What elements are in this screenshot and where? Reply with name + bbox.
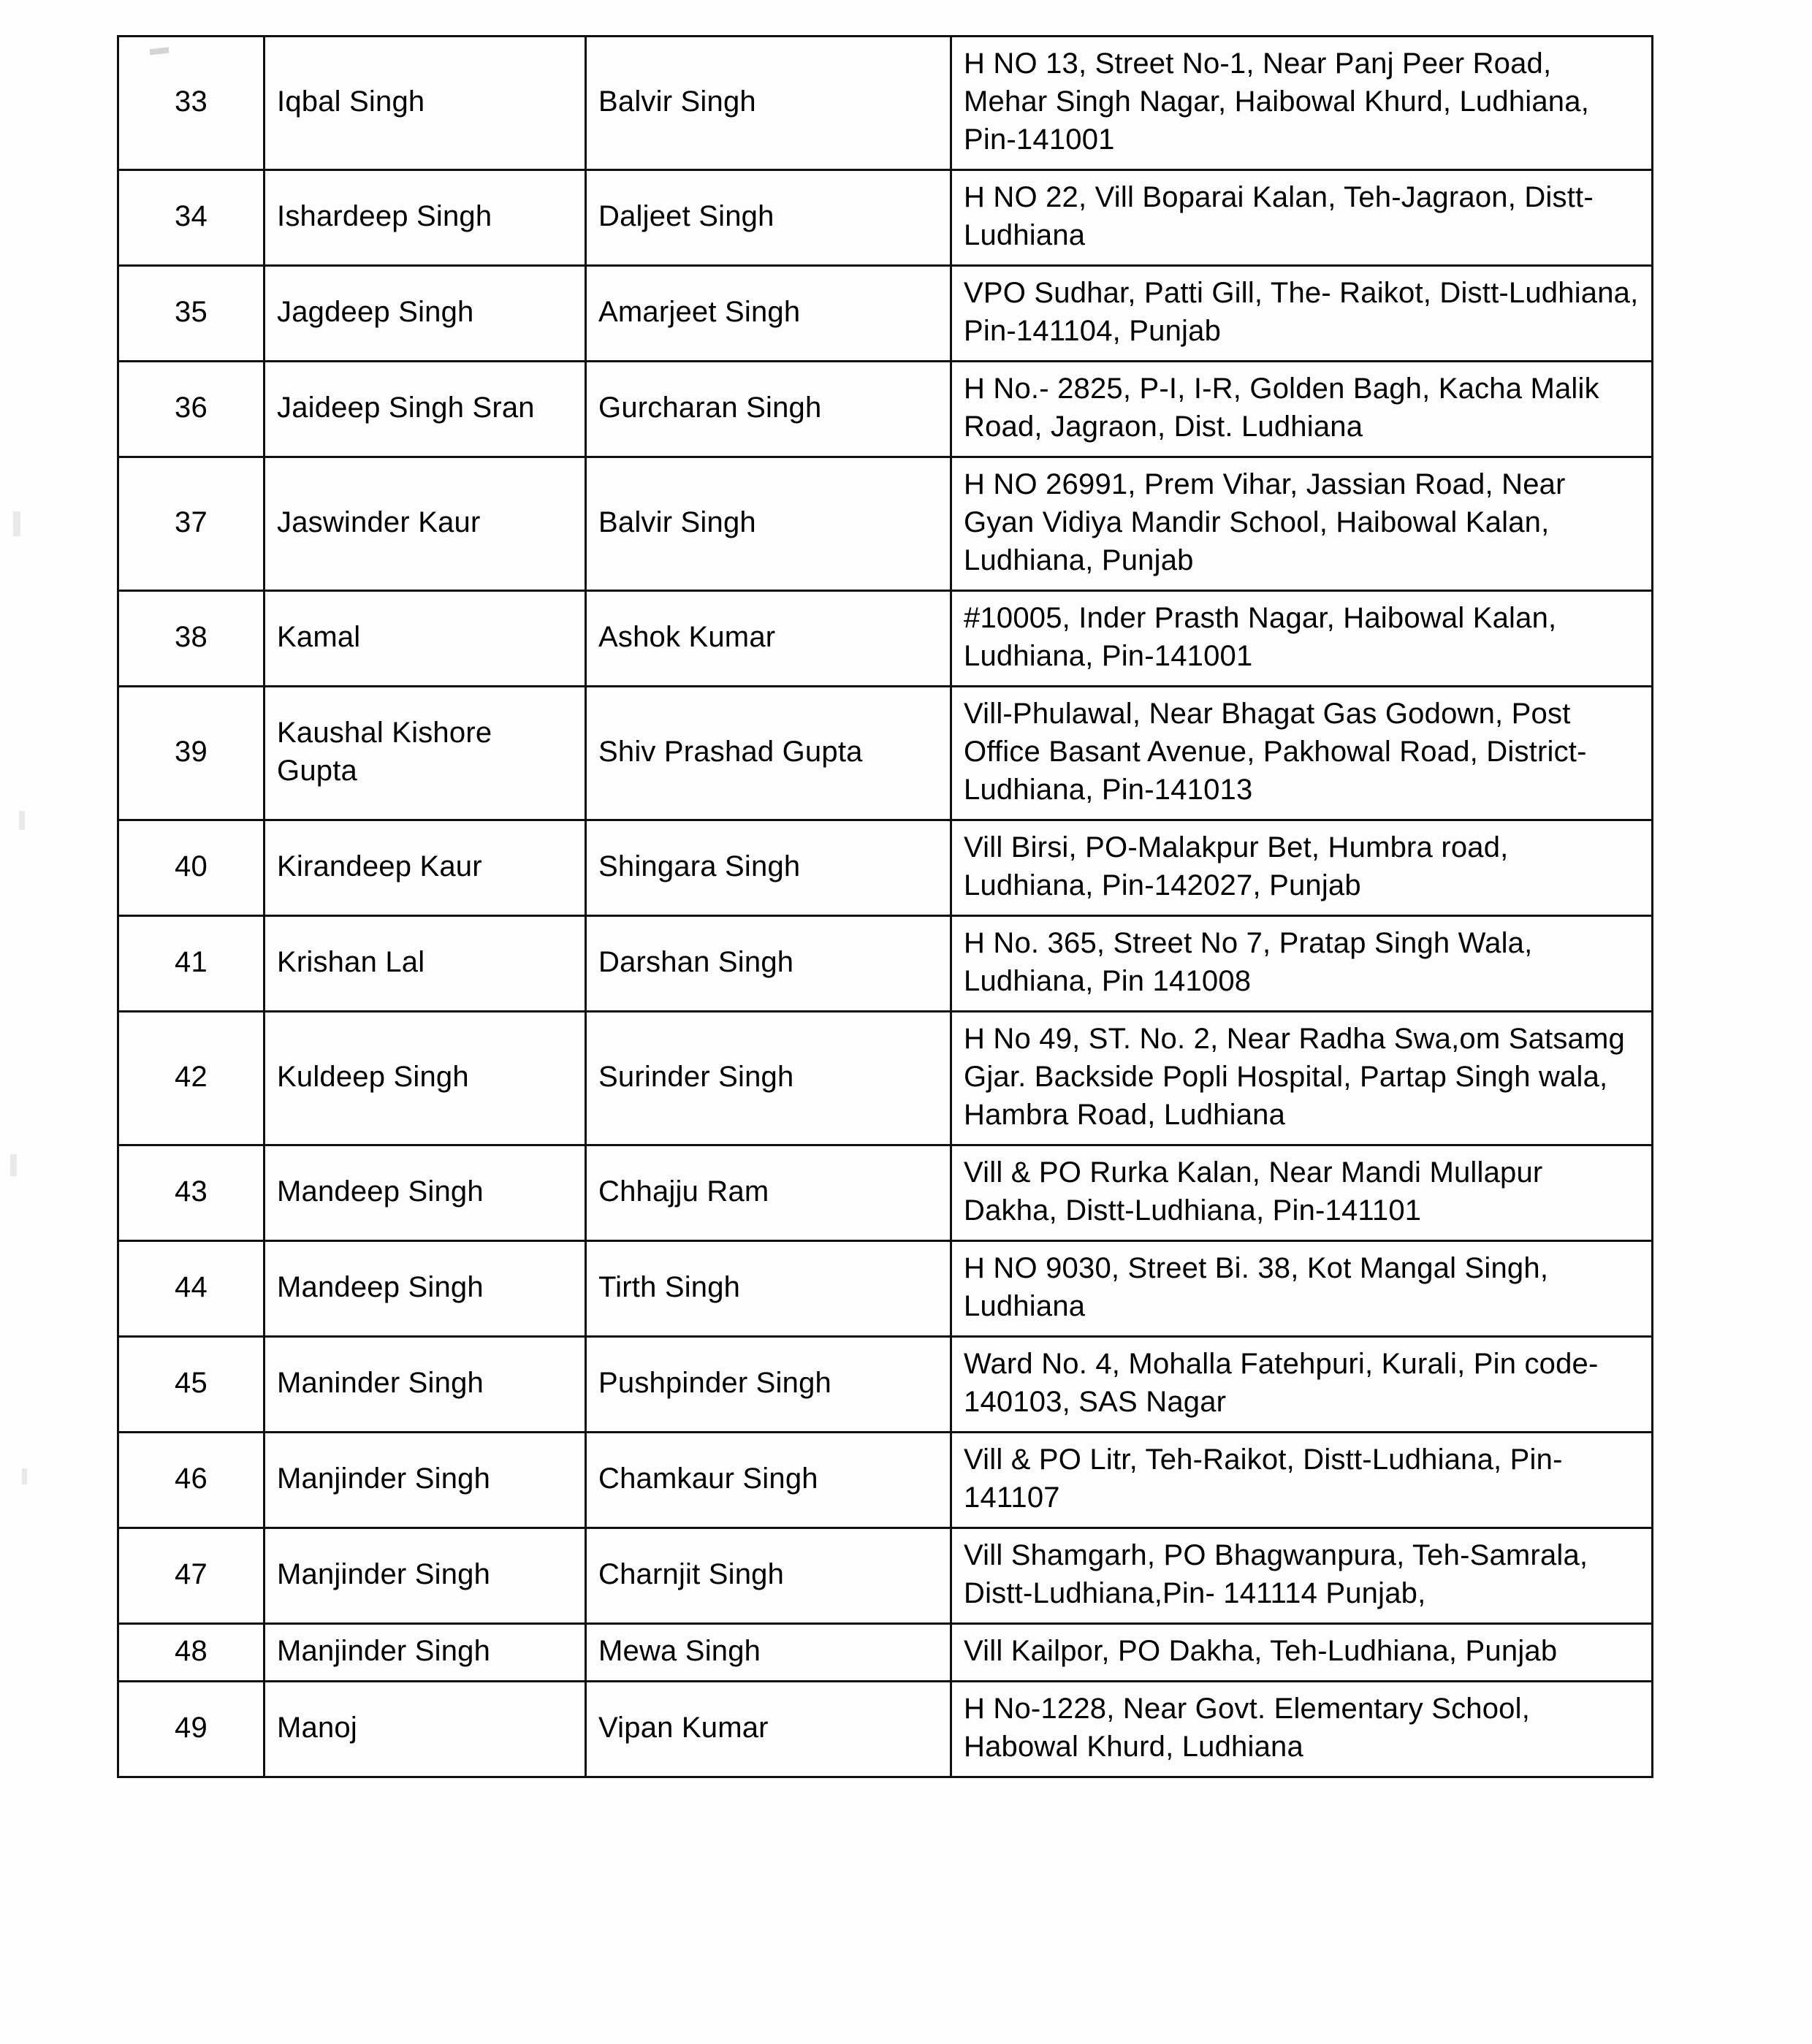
- table-row: [118, 1624, 1653, 1682]
- scan-artifact: [22, 1468, 27, 1484]
- cell-name: Manjinder Singh: [264, 1528, 586, 1624]
- cell-father: Charnjit Singh: [586, 1528, 951, 1624]
- cell-father: Vipan Kumar: [586, 1682, 951, 1777]
- records-table-container: [117, 35, 1651, 1778]
- cell-name: Kamal: [264, 591, 586, 687]
- cell-address: #10005, Inder Prasth Nagar, Haibowal Kalan, Ludhiana, Pin-141001: [951, 591, 1653, 687]
- cell-serial: 43: [118, 1145, 264, 1241]
- cell-serial: 47: [118, 1528, 264, 1624]
- cell-address: H No. 365, Street No 7, Pratap Singh Wala, Ludhiana, Pin 141008: [951, 916, 1653, 1012]
- table-row: [118, 1145, 1653, 1241]
- table-row: [118, 1528, 1653, 1624]
- cell-father: Tirth Singh: [586, 1241, 951, 1337]
- cell-name: Jagdeep Singh: [264, 266, 586, 362]
- cell-address: H NO 9030, Street Bi. 38, Kot Mangal Singh, Ludhiana: [951, 1241, 1653, 1337]
- cell-address: H NO 22, Vill Boparai Kalan, Teh-Jagraon, Distt-Ludhiana: [951, 170, 1653, 266]
- cell-father: Darshan Singh: [586, 916, 951, 1012]
- cell-serial: 38: [118, 591, 264, 687]
- table-row: [118, 1337, 1653, 1433]
- cell-serial: 42: [118, 1012, 264, 1145]
- cell-address: H NO 26991, Prem Vihar, Jassian Road, Near Gyan Vidiya Mandir School, Haibowal Kalan, Ludhiana, Punjab: [951, 457, 1653, 591]
- cell-address: H No 49, ST. No. 2, Near Radha Swa,om Satsamg Gjar. Backside Popli Hospital, Partap Singh wala, Hambra Road, Ludhiana: [951, 1012, 1653, 1145]
- cell-serial: 46: [118, 1433, 264, 1528]
- cell-address: H No-1228, Near Govt. Elementary School, Habowal Khurd, Ludhiana: [951, 1682, 1653, 1777]
- table-row: [118, 820, 1653, 916]
- records-table-body: [118, 37, 1653, 1777]
- cell-name: Maninder Singh: [264, 1337, 586, 1433]
- table-row: [118, 916, 1653, 1012]
- cell-serial: 45: [118, 1337, 264, 1433]
- cell-name: Ishardeep Singh: [264, 170, 586, 266]
- cell-serial: 49: [118, 1682, 264, 1777]
- table-row: [118, 457, 1653, 591]
- cell-address: H NO 13, Street No-1, Near Panj Peer Road, Mehar Singh Nagar, Haibowal Khurd, Ludhiana, Pin-141001: [951, 37, 1653, 170]
- cell-father: Pushpinder Singh: [586, 1337, 951, 1433]
- cell-father: Balvir Singh: [586, 457, 951, 591]
- table-row: [118, 37, 1653, 170]
- cell-serial: 39: [118, 687, 264, 820]
- table-row: [118, 1012, 1653, 1145]
- cell-serial: 33: [118, 37, 264, 170]
- cell-name: Kaushal Kishore Gupta: [264, 687, 586, 820]
- cell-name: Kirandeep Kaur: [264, 820, 586, 916]
- cell-address: Vill Shamgarh, PO Bhagwanpura, Teh-Samrala, Distt-Ludhiana,Pin- 141114 Punjab,: [951, 1528, 1653, 1624]
- cell-name: Mandeep Singh: [264, 1145, 586, 1241]
- scan-artifact: [13, 511, 20, 536]
- scan-artifact: [19, 811, 25, 830]
- cell-father: Amarjeet Singh: [586, 266, 951, 362]
- table-row: [118, 1241, 1653, 1337]
- records-table: [117, 35, 1653, 1778]
- table-row: [118, 687, 1653, 820]
- cell-name: Jaswinder Kaur: [264, 457, 586, 591]
- cell-serial: 41: [118, 916, 264, 1012]
- cell-father: Chamkaur Singh: [586, 1433, 951, 1528]
- cell-address: VPO Sudhar, Patti Gill, The- Raikot, Distt-Ludhiana, Pin-141104, Punjab: [951, 266, 1653, 362]
- cell-serial: 36: [118, 362, 264, 457]
- scan-artifact: [10, 1154, 17, 1176]
- cell-address: Vill-Phulawal, Near Bhagat Gas Godown, Post Office Basant Avenue, Pakhowal Road, District-Ludhiana, Pin-141013: [951, 687, 1653, 820]
- cell-address: Vill & PO Litr, Teh-Raikot, Distt-Ludhiana, Pin-141107: [951, 1433, 1653, 1528]
- cell-father: Gurcharan Singh: [586, 362, 951, 457]
- table-row: [118, 1433, 1653, 1528]
- cell-serial: 48: [118, 1624, 264, 1682]
- cell-address: Vill Kailpor, PO Dakha, Teh-Ludhiana, Punjab: [951, 1624, 1653, 1682]
- cell-father: Mewa Singh: [586, 1624, 951, 1682]
- cell-serial: 37: [118, 457, 264, 591]
- table-row: [118, 170, 1653, 266]
- cell-name: Mandeep Singh: [264, 1241, 586, 1337]
- table-row: [118, 362, 1653, 457]
- cell-address: Ward No. 4, Mohalla Fatehpuri, Kurali, Pin code-140103, SAS Nagar: [951, 1337, 1653, 1433]
- cell-address: Vill Birsi, PO-Malakpur Bet, Humbra road, Ludhiana, Pin-142027, Punjab: [951, 820, 1653, 916]
- cell-name: Manoj: [264, 1682, 586, 1777]
- cell-name: Iqbal Singh: [264, 37, 586, 170]
- table-row: [118, 1682, 1653, 1777]
- cell-father: Daljeet Singh: [586, 170, 951, 266]
- cell-serial: 34: [118, 170, 264, 266]
- cell-serial: 44: [118, 1241, 264, 1337]
- cell-name: Krishan Lal: [264, 916, 586, 1012]
- cell-father: Ashok Kumar: [586, 591, 951, 687]
- cell-name: Kuldeep Singh: [264, 1012, 586, 1145]
- cell-address: H No.- 2825, P-I, I-R, Golden Bagh, Kacha Malik Road, Jagraon, Dist. Ludhiana: [951, 362, 1653, 457]
- cell-father: Chhajju Ram: [586, 1145, 951, 1241]
- table-row: [118, 591, 1653, 687]
- cell-serial: 35: [118, 266, 264, 362]
- cell-father: Balvir Singh: [586, 37, 951, 170]
- cell-address: Vill & PO Rurka Kalan, Near Mandi Mullapur Dakha, Distt-Ludhiana, Pin-141101: [951, 1145, 1653, 1241]
- cell-father: Surinder Singh: [586, 1012, 951, 1145]
- cell-name: Jaideep Singh Sran: [264, 362, 586, 457]
- cell-father: Shingara Singh: [586, 820, 951, 916]
- table-row: [118, 266, 1653, 362]
- cell-father: Shiv Prashad Gupta: [586, 687, 951, 820]
- cell-name: Manjinder Singh: [264, 1433, 586, 1528]
- cell-serial: 40: [118, 820, 264, 916]
- cell-name: Manjinder Singh: [264, 1624, 586, 1682]
